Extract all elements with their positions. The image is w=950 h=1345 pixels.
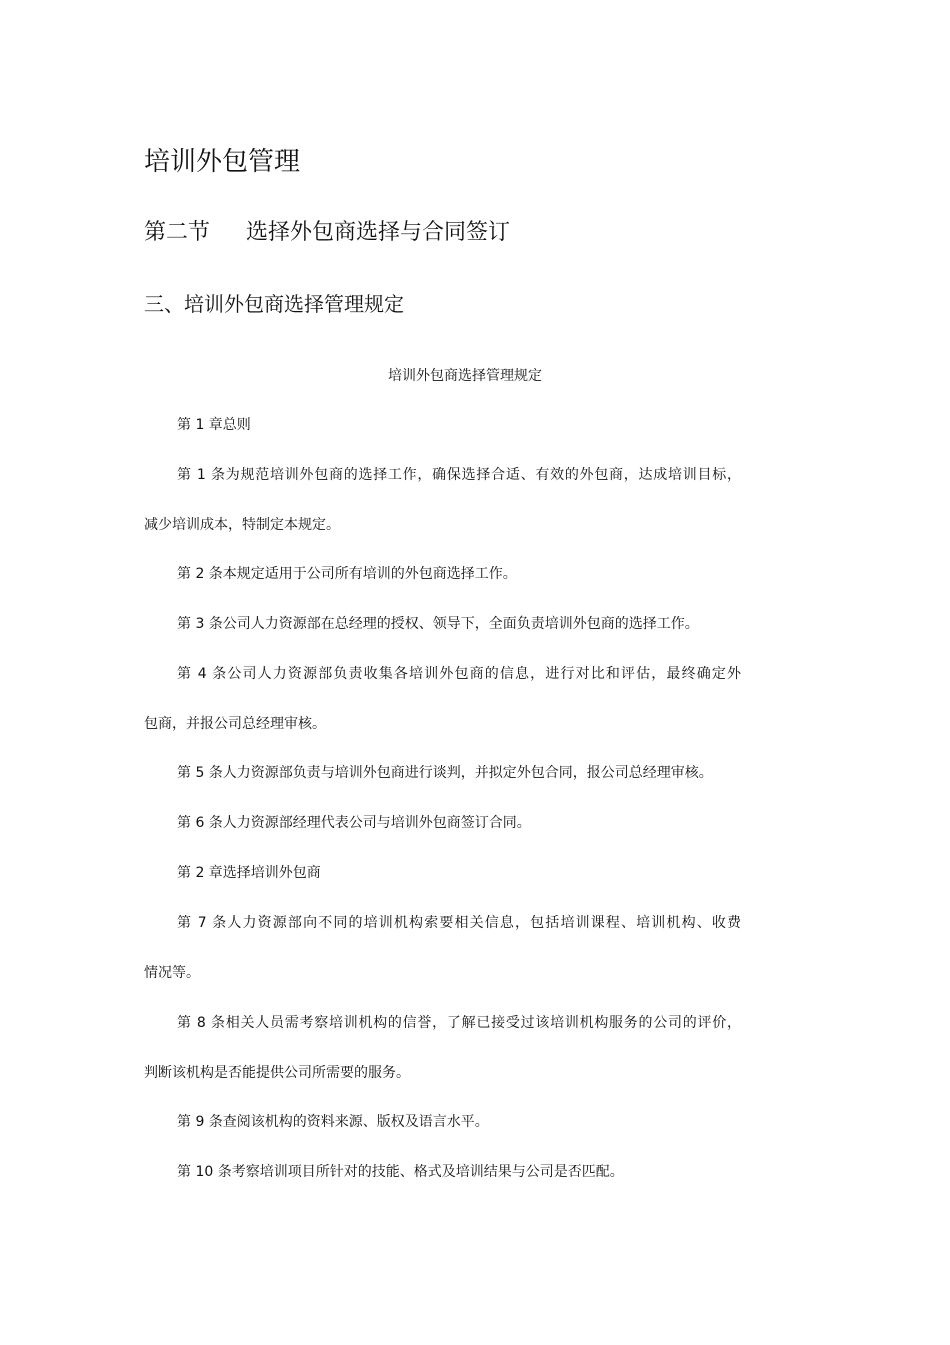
subsection-heading: 三、培训外包商选择管理规定 [144,292,404,316]
paragraph-line: 第 9 条查阅该机构的资料来源、版权及语言水平。 [177,1114,489,1130]
section-title: 选择外包商选择与合同签订 [246,220,511,245]
regulation-title: 培训外包商选择管理规定 [388,368,542,384]
chapter-heading: 第 1 章总则 [177,417,251,433]
paragraph-line: 包商，并报公司总经理审核。 [144,716,326,732]
paragraph-line: 第 6 条人力资源部经理代表公司与培训外包商签订合同。 [177,815,531,831]
section-heading [144,217,510,249]
paragraph-line: 第 10 条考察培训项目所针对的技能、格式及培训结果与公司是否匹配。 [177,1164,624,1180]
paragraph-line: 第 2 条本规定适用于公司所有培训的外包商选择工作。 [177,566,517,582]
paragraph-line: 第 7 条人力资源部向不同的培训机构索要相关信息，包括培训课程、培训机构、收费 [177,915,741,931]
section-number: 第二节 [144,220,211,245]
paragraph-line: 判断该机构是否能提供公司所需要的服务。 [144,1065,410,1081]
paragraph-line: 第 4 条公司人力资源部负责收集各培训外包商的信息，进行对比和评估，最终确定外 [177,666,741,682]
paragraph-line: 第 3 条公司人力资源部在总经理的授权、领导下，全面负责培训外包商的选择工作。 [177,616,699,632]
chapter-heading: 第 2 章选择培训外包商 [177,865,321,881]
paragraph-line: 第 1 条为规范培训外包商的选择工作，确保选择合适、有效的外包商，达成培训目标， [177,467,741,483]
paragraph-line: 减少培训成本，特制定本规定。 [144,517,340,533]
page-title: 培训外包管理 [144,147,301,177]
paragraph-line: 情况等。 [144,965,200,981]
paragraph-line: 第 5 条人力资源部负责与培训外包商进行谈判，并拟定外包合同，报公司总经理审核。 [177,765,713,781]
paragraph-line: 第 8 条相关人员需考察培训机构的信誉，了解已接受过该培训机构服务的公司的评价， [177,1015,741,1031]
